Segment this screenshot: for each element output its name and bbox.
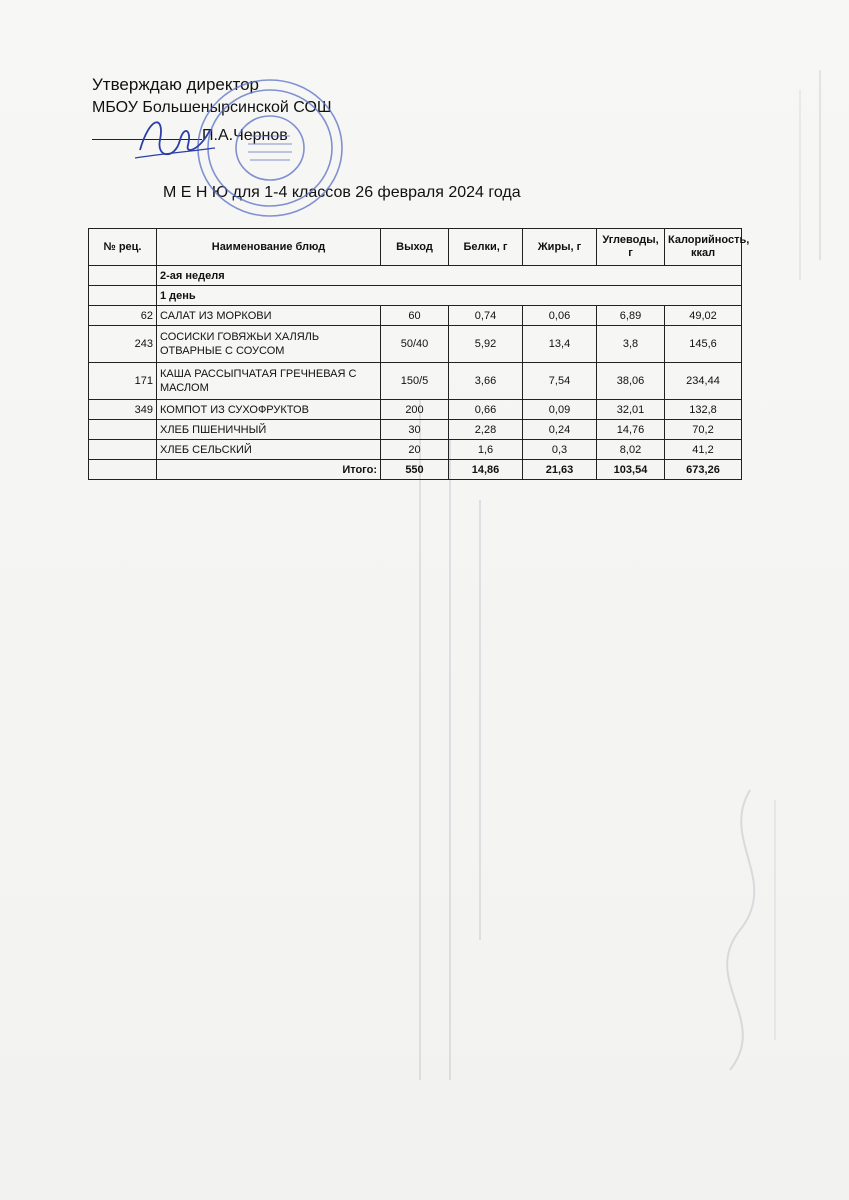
total-label: Итого: (157, 460, 381, 480)
dish-name: КОМПОТ ИЗ СУХОФРУКТОВ (157, 400, 381, 420)
day-label: 1 день (157, 286, 742, 306)
dish-name: СОСИСКИ ГОВЯЖЬИ ХАЛЯЛЬ ОТВАРНЫЕ С СОУСОМ (157, 326, 381, 363)
week-row (89, 266, 742, 286)
week-code-cell (89, 266, 157, 286)
dish-name: КАША РАССЫПЧАТАЯ ГРЕЧНЕВАЯ С МАСЛОМ (157, 363, 381, 400)
dish-calories: 41,2 (665, 440, 742, 460)
total-output: 550 (381, 460, 449, 480)
dish-protein: 0,74 (449, 306, 523, 326)
dish-output: 30 (381, 420, 449, 440)
col-header-fat: Жиры, г (523, 229, 597, 266)
total-code-cell (89, 460, 157, 480)
total-carbs: 103,54 (597, 460, 665, 480)
dish-carbs: 3,8 (597, 326, 665, 363)
total-row (89, 460, 742, 480)
school-name: МБОУ Большенырсинской СОШ (92, 99, 332, 116)
dish-carbs: 6,89 (597, 306, 665, 326)
signature-underline (92, 125, 202, 140)
dish-fat: 0,24 (523, 420, 597, 440)
day-row (89, 286, 742, 306)
dish-output: 200 (381, 400, 449, 420)
dish-fat: 13,4 (523, 326, 597, 363)
bleed-through-text (380, 380, 580, 1100)
dish-carbs: 8,02 (597, 440, 665, 460)
dish-protein: 0,66 (449, 400, 523, 420)
table-row (89, 306, 742, 326)
col-header-carbs: Углеводы, г (597, 229, 665, 266)
dish-name: ХЛЕБ ПШЕНИЧНЫЙ (157, 420, 381, 440)
recipe-code: 243 (89, 326, 157, 363)
dish-output: 20 (381, 440, 449, 460)
day-code-cell (89, 286, 157, 306)
dish-output: 60 (381, 306, 449, 326)
recipe-code (89, 420, 157, 440)
dish-name: ХЛЕБ СЕЛЬСКИЙ (157, 440, 381, 460)
recipe-code: 62 (89, 306, 157, 326)
menu-title: М Е Н Ю для 1-4 классов 26 февраля 2024 года (163, 184, 521, 201)
approve-line: Утверждаю директор (92, 75, 260, 94)
total-protein: 14,86 (449, 460, 523, 480)
dish-fat: 7,54 (523, 363, 597, 400)
dish-protein: 3,66 (449, 363, 523, 400)
signer-name: П.А.Чернов (202, 127, 288, 144)
dish-calories: 145,6 (665, 326, 742, 363)
table-header-row (89, 229, 742, 266)
table-row (89, 363, 742, 400)
signer-line (92, 125, 392, 146)
dish-output: 50/40 (381, 326, 449, 363)
dish-fat: 0,06 (523, 306, 597, 326)
dish-carbs: 32,01 (597, 400, 665, 420)
dish-calories: 234,44 (665, 363, 742, 400)
dish-output: 150/5 (381, 363, 449, 400)
col-header-code: № рец. (89, 229, 157, 266)
dish-fat: 0,3 (523, 440, 597, 460)
bleed-through-signature (690, 780, 810, 1080)
dish-calories: 49,02 (665, 306, 742, 326)
recipe-code (89, 440, 157, 460)
dish-carbs: 14,76 (597, 420, 665, 440)
dish-name: САЛАТ ИЗ МОРКОВИ (157, 306, 381, 326)
week-label: 2-ая неделя (157, 266, 742, 286)
col-header-output: Выход (381, 229, 449, 266)
dish-calories: 132,8 (665, 400, 742, 420)
col-header-calories: Калорийность, ккал (665, 229, 742, 266)
dish-carbs: 38,06 (597, 363, 665, 400)
col-header-name: Наименование блюд (157, 229, 381, 266)
dish-fat: 0,09 (523, 400, 597, 420)
total-fat: 21,63 (523, 460, 597, 480)
table-row (89, 326, 742, 363)
table-row (89, 440, 742, 460)
recipe-code: 349 (89, 400, 157, 420)
recipe-code: 171 (89, 363, 157, 400)
dish-protein: 5,92 (449, 326, 523, 363)
table-row (89, 420, 742, 440)
col-header-protein: Белки, г (449, 229, 523, 266)
menu-table (88, 228, 750, 480)
total-calories: 673,26 (665, 460, 742, 480)
dish-calories: 70,2 (665, 420, 742, 440)
table-row (89, 400, 742, 420)
dish-protein: 2,28 (449, 420, 523, 440)
dish-protein: 1,6 (449, 440, 523, 460)
